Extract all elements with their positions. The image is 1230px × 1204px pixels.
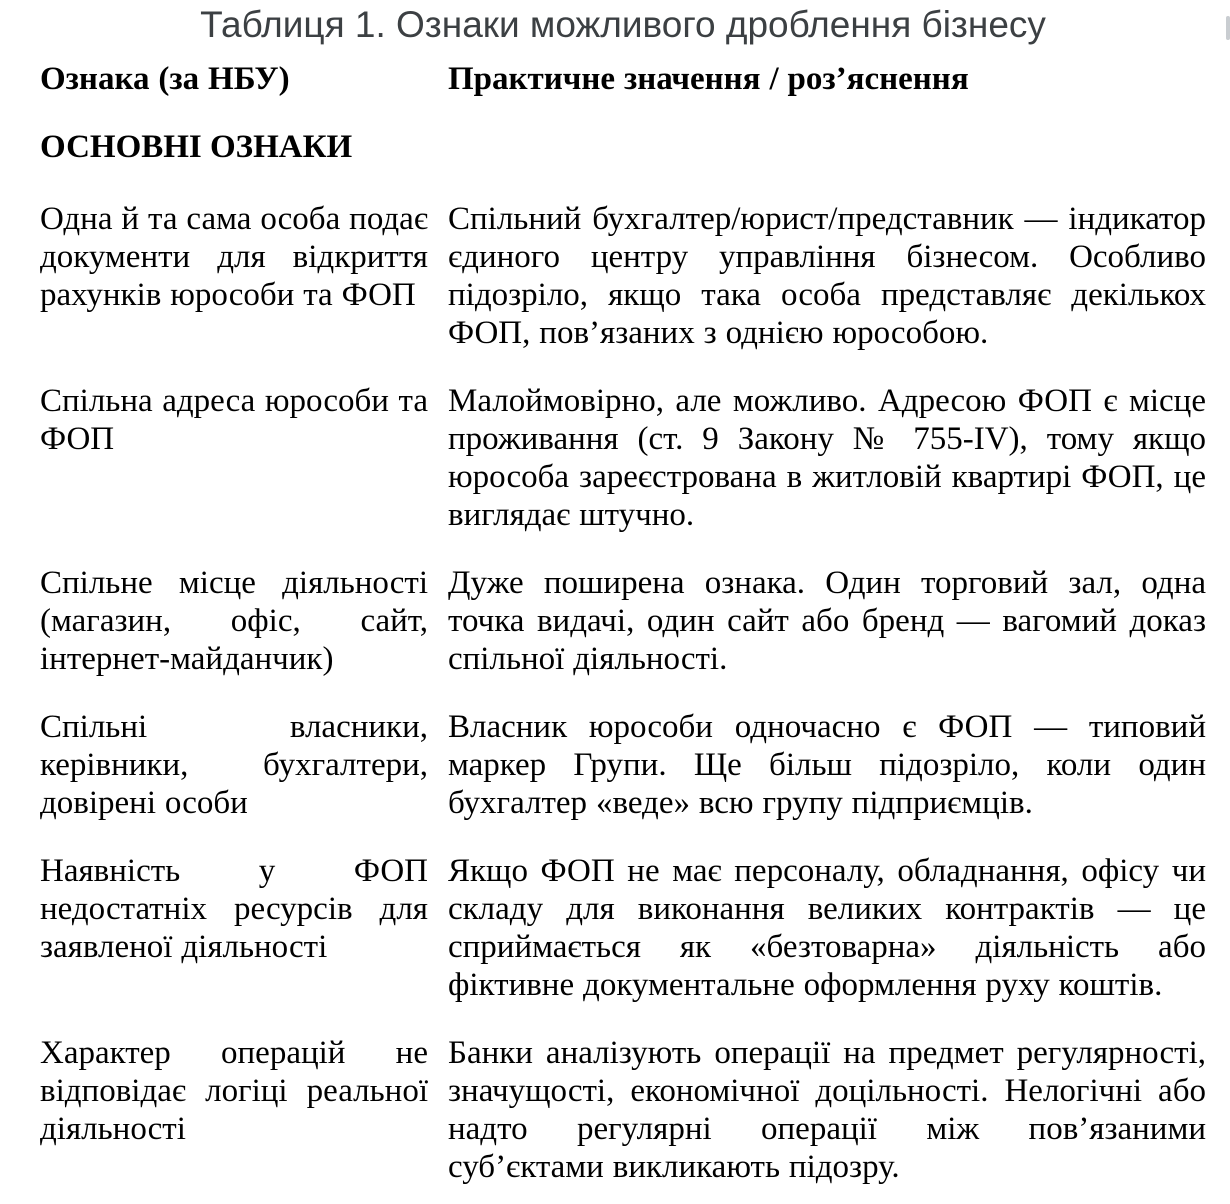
sign-cell: Спільна адреса юрособи та ФОП <box>40 383 428 457</box>
sign-cell: Одна й та сама особа подає документи для відкриття рахунків юрособи та ФОП <box>40 201 428 313</box>
section-heading-main-signs: ОСНОВНІ ОЗНАКИ <box>40 129 353 165</box>
table-row <box>40 852 1206 1004</box>
sign-cell: Спільні власники, керівники, бухгалтери, довірені особи <box>40 709 428 821</box>
table-row <box>40 564 1206 678</box>
table-caption: Таблиця 1. Ознаки можливого дроблення бізнесу <box>200 4 1046 45</box>
sign-cell: Наявність у ФОП недостатніх ресурсів для заявленої діяльності <box>40 853 428 965</box>
table-row <box>40 1034 1206 1186</box>
sign-cell: Характер операцій не відповідає логіці реальної діяльності <box>40 1035 428 1147</box>
meaning-cell: Власник юрособи одночасно є ФОП — типовий маркер Групи. Ще більш підозріло, коли один бухгалтер «веде» всю групу підприємців. <box>448 709 1206 821</box>
column-header-meaning: Практичне значення / роз’яснення <box>448 61 969 97</box>
sign-cell: Спільне місце діяльності (магазин, офіс, сайт, інтернет-майданчик) <box>40 565 428 677</box>
column-header-row <box>40 60 1206 98</box>
meaning-cell: Малоймовірно, але можливо. Адресою ФОП є місце проживання (ст. 9 Закону № 755-IV), тому якщо юрособа зареєстрована в житловій квартирі ФОП, це виглядає штучно. <box>448 383 1206 533</box>
table-row <box>40 382 1206 534</box>
scrollbar-thumb[interactable] <box>1226 16 1230 40</box>
column-header-sign: Ознака (за НБУ) <box>40 61 290 97</box>
document-page <box>0 2 1230 1186</box>
meaning-cell: Якщо ФОП не має персоналу, обладнання, офісу чи складу для виконання великих контрактів — це сприймається як «безтоварна» діяльність або фіктивне документальне оформлення руху коштів. <box>448 853 1206 1003</box>
table-row <box>40 200 1206 352</box>
meaning-cell: Спільний бухгалтер/юрист/представник — індикатор єдиного центру управління бізнесом. Особливо підозріло, якщо така особа представляє декількох ФОП, пов’язаних з однією юрособою. <box>448 201 1206 351</box>
meaning-cell: Банки аналізують операції на предмет регулярності, значущості, економічної доцільності. Нелогічні або надто регулярні операції між пов’язаними суб’єктами викликають підозру. <box>448 1035 1206 1185</box>
table-row <box>40 708 1206 822</box>
meaning-cell: Дуже поширена ознака. Один торговий зал, одна точка видачі, один сайт або бренд — вагомий доказ спільної діяльності. <box>448 565 1206 677</box>
